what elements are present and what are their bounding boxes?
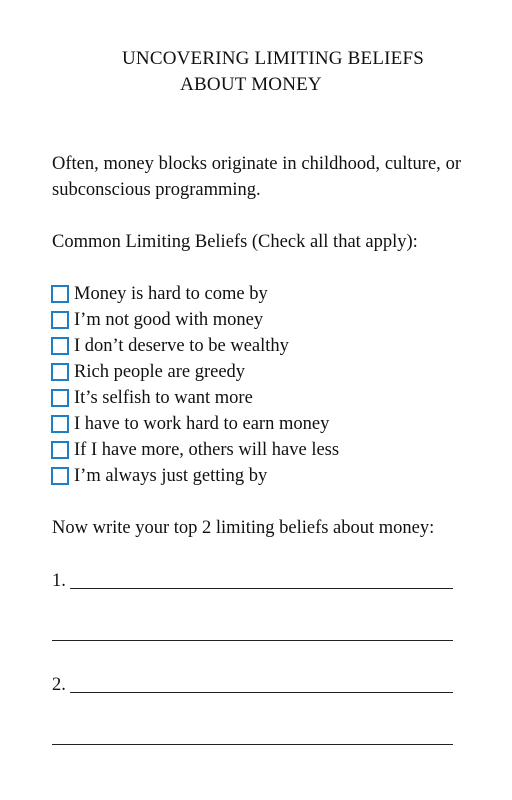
page-title-line-1: UNCOVERING LIMITING BELIEFS xyxy=(122,48,424,69)
checkbox-empty-icon[interactable] xyxy=(51,337,69,355)
beliefs-checklist xyxy=(51,281,339,489)
answer-number-2: 2. xyxy=(52,675,66,695)
checkbox-empty-icon[interactable] xyxy=(51,311,69,329)
answer-rule xyxy=(70,588,453,589)
belief-item[interactable] xyxy=(51,463,339,489)
page-title xyxy=(0,46,512,98)
belief-item[interactable] xyxy=(51,333,339,359)
belief-item[interactable] xyxy=(51,307,339,333)
intro-paragraph: Often, money blocks originate in childhood, culture, or subconscious programming. xyxy=(52,154,461,200)
checklist-instruction: Common Limiting Beliefs (Check all that apply): xyxy=(52,232,418,252)
answer-line-2-continued[interactable] xyxy=(52,722,453,748)
answer-number-1: 1. xyxy=(52,571,66,591)
writing-prompt: Now write your top 2 limiting beliefs about money: xyxy=(52,518,435,538)
belief-label: I’m always just getting by xyxy=(74,465,268,486)
belief-item[interactable] xyxy=(51,385,339,411)
belief-label: If I have more, others will have less xyxy=(74,439,340,460)
answer-line-2[interactable] xyxy=(52,670,453,696)
answer-rule xyxy=(70,692,453,693)
answer-line-1-continued[interactable] xyxy=(52,618,453,644)
answer-rule xyxy=(52,744,453,745)
belief-label: It’s selfish to want more xyxy=(74,387,253,408)
belief-item[interactable] xyxy=(51,437,339,463)
belief-label: I’m not good with money xyxy=(74,309,264,330)
answer-line-1[interactable] xyxy=(52,566,453,592)
checkbox-empty-icon[interactable] xyxy=(51,363,69,381)
checkbox-empty-icon[interactable] xyxy=(51,285,69,303)
belief-item[interactable] xyxy=(51,411,339,437)
belief-item[interactable] xyxy=(51,281,339,307)
page-title-line-2: ABOUT MONEY xyxy=(180,74,322,95)
belief-label: I have to work hard to earn money xyxy=(74,413,330,434)
checkbox-empty-icon[interactable] xyxy=(51,389,69,407)
checkbox-empty-icon[interactable] xyxy=(51,441,69,459)
belief-label: Money is hard to come by xyxy=(74,283,268,304)
belief-label: Rich people are greedy xyxy=(74,361,246,382)
belief-item[interactable] xyxy=(51,359,339,385)
checkbox-empty-icon[interactable] xyxy=(51,415,69,433)
checkbox-empty-icon[interactable] xyxy=(51,467,69,485)
answer-rule xyxy=(52,640,453,641)
belief-label: I don’t deserve to be wealthy xyxy=(74,335,289,356)
